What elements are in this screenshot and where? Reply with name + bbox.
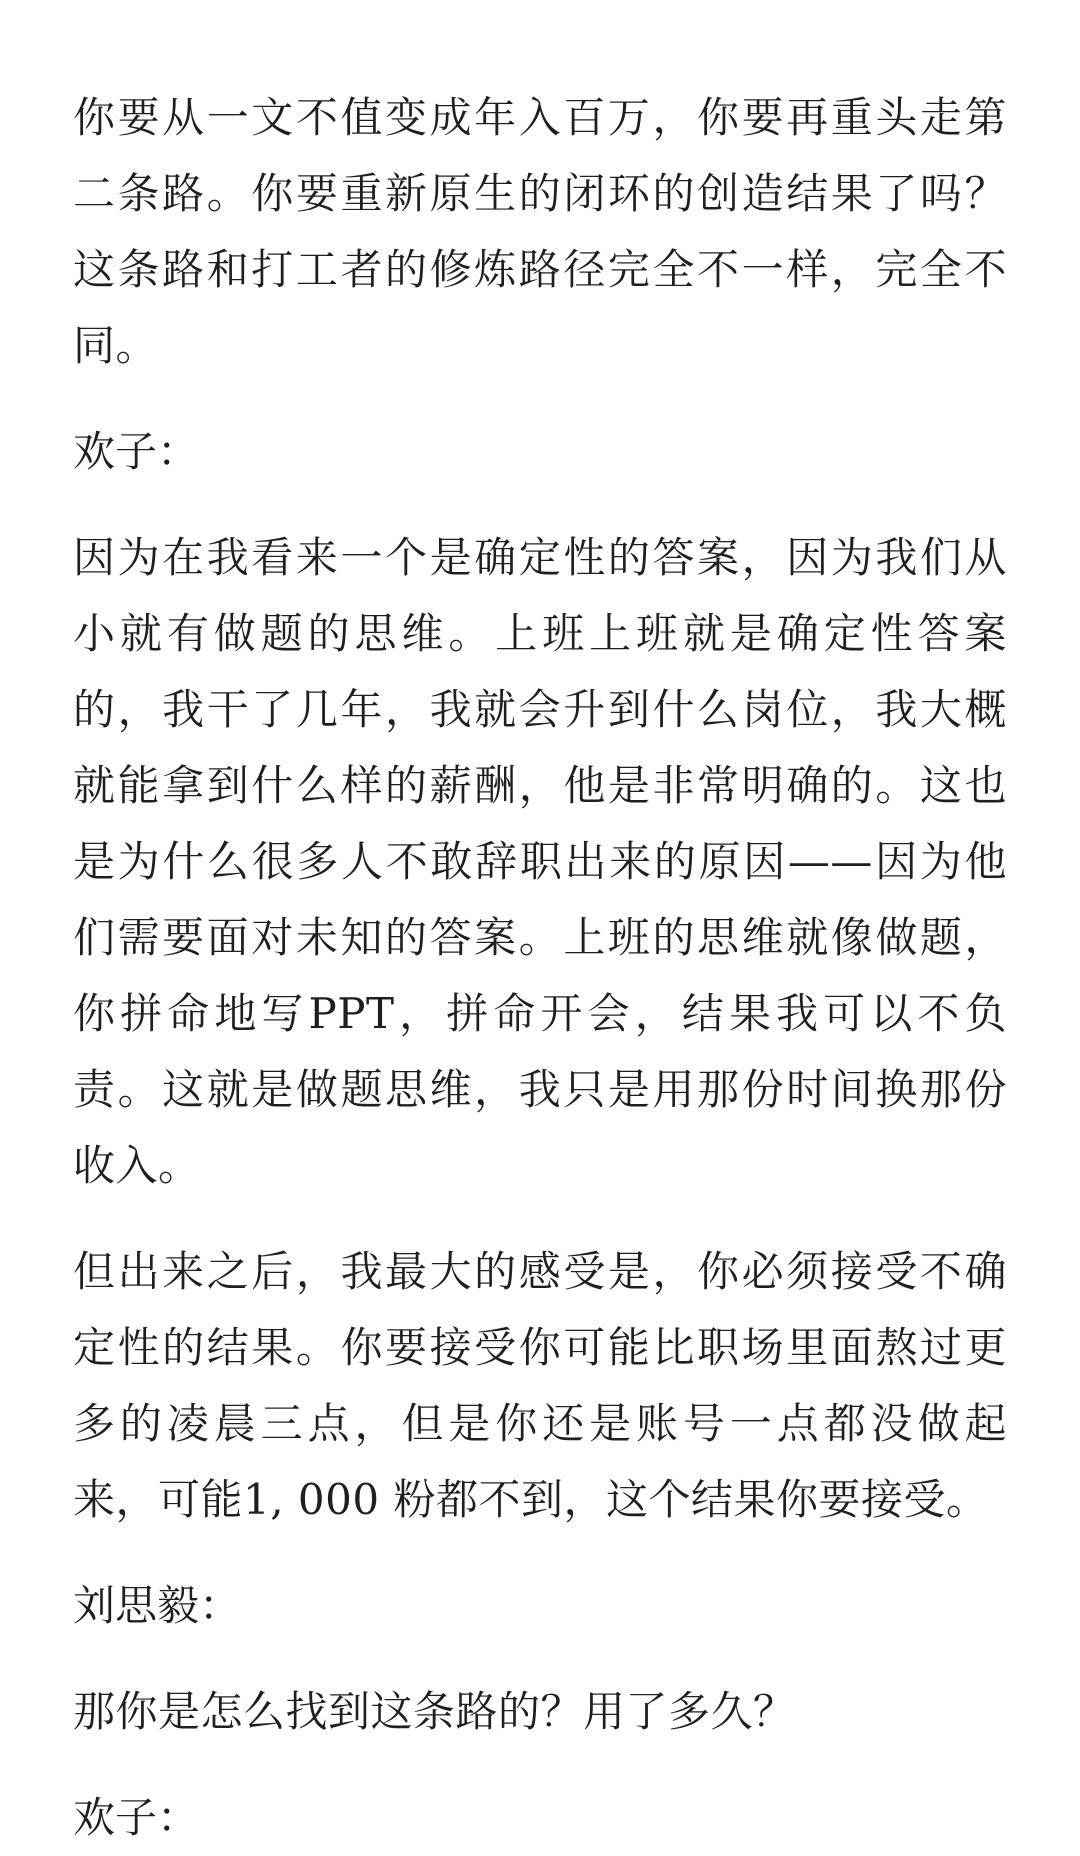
paragraph: 那你是怎么找到这条路的？用了多久？	[73, 1687, 796, 1736]
paragraph: 因为在我看来一个是确定性的答案，因为我们从小就有做题的思维。上班上班就是确定性答案的，我干了几年，我就会升到什么岗位，我大概就能拿到什么样的薪酬，他是非常明确的。这也是为什么很多人不敢辞职出来的原因——因为他们需要面对未知的答案。上班的思维就像做题，你拼命地写PPT，拼命开会，结果我可以不负责。这就是做题思维，我只是用那份时间换那份收入。	[73, 533, 1007, 1190]
speaker-label: 刘思毅：	[73, 1581, 242, 1630]
paragraph: 但出来之后，我最大的感受是，你必须接受不确定性的结果。你要接受你可能比职场里面熬过更多的凌晨三点，但是你还是账号一点都没做起来，可能1, 000 粉都不到，这个结果你要接受。	[73, 1247, 1007, 1524]
article-body	[73, 80, 1007, 1856]
paragraph: 你要从一文不值变成年入百万，你要再重头走第二条路。你要重新原生的闭环的创造结果了吗？这条路和打工者的修炼路径完全不一样，完全不同。	[73, 93, 1007, 370]
speaker-label: 欢子：	[73, 427, 200, 476]
speaker-label: 欢子：	[73, 1793, 200, 1842]
